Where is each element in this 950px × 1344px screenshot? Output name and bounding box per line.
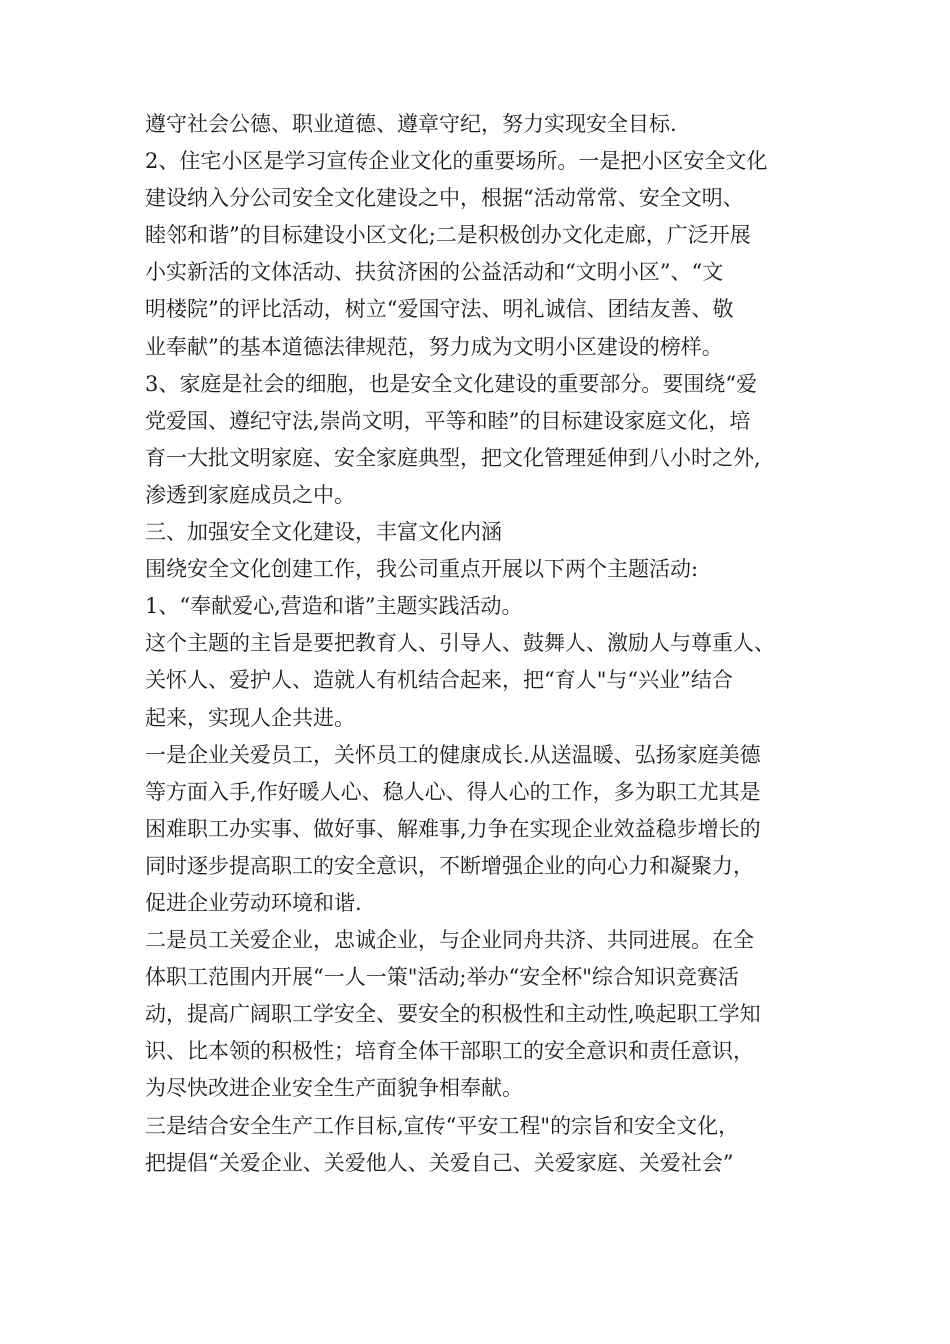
document-body [145, 106, 825, 1182]
text-line: 小实新活的文体活动、扶贫济困的公益活动和“文明小区”、“文 [145, 260, 724, 285]
text-line: 遵守社会公德、职业道德、遵章守纪，努力实现安全目标. [145, 112, 677, 136]
text-line: 体职工范围内开展“一人一策"活动;举办“安全杯"综合知识竞赛活 [145, 965, 739, 990]
text-line: 三是结合安全生产工作目标,宣传“平安工程"的宗旨和安全文化， [145, 1113, 740, 1138]
text-line: 1、“奉献爱心,营造和谐”主题实践活动。 [145, 594, 523, 619]
text-line: 一是企业关爱员工，关怀员工的健康成长.从送温暖、弘扬家庭美德 [145, 742, 761, 767]
text-line: 关怀人、爱护人、造就人有机结合起来，把“育人"与“兴业”结合 [145, 668, 733, 693]
text-line: 围绕安全文化创建工作，我公司重点开展以下两个主题活动: [145, 557, 699, 582]
text-line: 二是员工关爱企业，忠诚企业，与企业同舟共济、共同进展。在全 [145, 928, 754, 953]
text-line: 党爱国、遵纪守法,崇尚文明，平等和睦”的目标建设家庭文化，培 [145, 408, 751, 433]
text-line: 同时逐步提高职工的安全意识，不断增强企业的向心力和凝聚力， [145, 853, 754, 878]
text-line: 业奉献”的基本道德法律规范，努力成为文明小区建设的榜样。 [145, 334, 723, 359]
text-line: 促进企业劳动环境和谐. [145, 890, 362, 915]
text-line: 起来，实现人企共进。 [145, 705, 355, 730]
text-line: 建设纳入分公司安全文化建设之中，根据“活动常常、安全文明、 [145, 186, 744, 211]
text-line: 等方面入手,作好暖人心、稳人心、得人心的工作，多为职工尤其是 [145, 779, 761, 804]
text-line: 睦邻和谐”的目标建设小区文化;二是积极创办文化走廊，广泛开展 [145, 223, 751, 248]
text-line: 这个主题的主旨是要把教育人、引导人、鼓舞人、激励人与尊重人、 [145, 631, 775, 656]
text-line: 3、家庭是社会的细胞，也是安全文化建设的重要部分。要围绕“爱 [145, 371, 758, 396]
text-line: 动，提高广阔职工学安全、要安全的积极性和主动性,唤起职工学知 [145, 1002, 761, 1027]
text-line: 明楼院”的评比活动，树立“爱国守法、明礼诚信、团结友善、敬 [145, 297, 734, 322]
text-line: 为尽快改进企业安全生产面貌争相奉献。 [145, 1076, 523, 1101]
text-line: 把提倡“关爱企业、关爱他人、关爱自己、关爱家庭、关爱社会” [145, 1150, 734, 1175]
text-line: 渗透到家庭成员之中。 [145, 482, 355, 507]
text-line: 困难职工办实事、做好事、解难事,力争在实现企业效益稳步增长的 [145, 816, 761, 841]
text-line: 育一大批文明家庭、安全家庭典型，把文化管理延伸到八小时之外, [145, 445, 761, 470]
text-line: 2、住宅小区是学习宣传企业文化的重要场所。一是把小区安全文化 [145, 149, 768, 174]
text-line: 识、比本领的积极性；培育全体干部职工的安全意识和责任意识， [145, 1039, 754, 1064]
section-heading: 三、加强安全文化建设，丰富文化内涵 [145, 520, 502, 545]
